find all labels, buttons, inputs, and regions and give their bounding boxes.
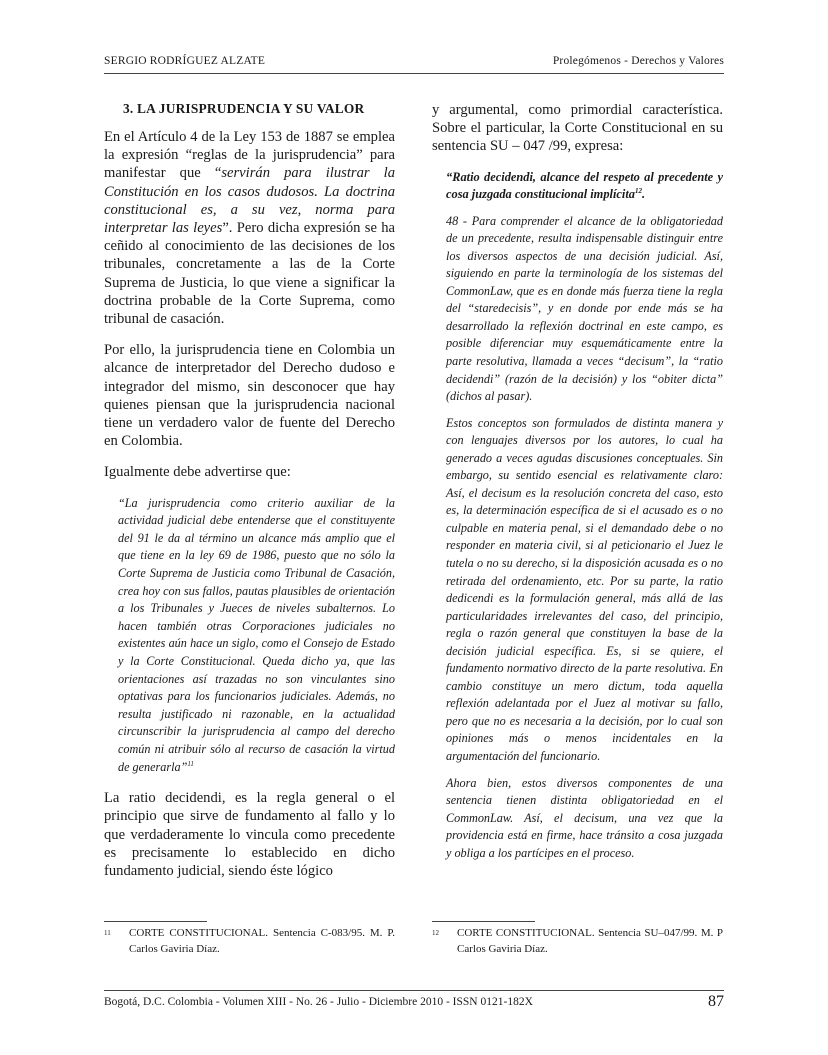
quote-heading-text: “Ratio decidendi, alcance del respeto al precedente y cosa juzgada constitucional implícita <box>446 169 723 202</box>
paragraph-alcance: Por ello, la jurisprudencia tiene en Colombia un alcance de interpretador del Derecho dudoso e integrador del mismo, sin desconocer que hay quienes piensan que la jurisprudencia nacional tiene un verdadero valor de fuente del Derecho en Colombia. <box>104 342 395 450</box>
block-quote-jurisprudencia <box>118 495 395 777</box>
paragraph-ratio-decidendi: La ratio decidendi, es la regla general o el principio que sirve de fundamento al fallo y lo que verdaderamente lo vincula como precedente es precisamente lo establecido en dicho fundamento judicial, siendo éste lógico <box>104 790 395 879</box>
right-column <box>432 101 723 871</box>
paragraph-continuation: y argumental, como primordial característica. Sobre el particular, la Corte Constitucional en su sentencia SU – 047 /99, expresa: <box>432 102 723 155</box>
header-running-title: Prolegómenos - Derechos y Valores <box>552 55 724 67</box>
quote-paragraph-commonlaw: Ahora bien, estos diversos componentes de una sentencia tienen distinta obligatoriedad en el CommonLaw. Así, el decisum, una vez que la providencia está en firme, hace tránsito a cosa juzgada y obliga a los partícipes en el proceso. <box>446 775 723 860</box>
header-divider <box>104 73 724 74</box>
footer-divider <box>104 990 724 991</box>
footer-citation: Bogotá, D.C. Colombia - Volumen XIII - No. 26 - Julio - Diciembre 2010 - ISSN 0121-182X <box>104 996 533 1008</box>
footnote-11 <box>104 926 395 957</box>
quote-heading: “Ratio decidendi, alcance del respeto al precedente y cosa juzgada constitucional implícita$^{12}$. <box>446 169 723 202</box>
block-quote-text: “La jurisprudencia como criterio auxiliar de la actividad judicial debe entenderse que el constituyente del 91 le da al término un alcance más amplio que el que tiene en la ley 69 de 1986, puesto que no sólo la Corte Suprema de Justicia como Tribunal de Casación, crea hoy con sus fallos, pautas plausibles de orientación a los Tribunales y Jueces de niveles subalternos. Lo hacen también otras Corporaciones judiciales no existentes aún hace un siglo, como el Consejo de Estado y la Corte Constitucional. Queda dicho ya, que las orientaciones así trazadas no son vinculantes sino optativas para los funcionarios judiciales. Además, no resulta justificado ni razonable, en la actualidad circunscribir la jurisprudencia al campo del derecho común ni atribuir sólo al recurso de casación la virtud de generarla” <box>118 495 395 774</box>
paragraph-ley-153-text-a: En el Artículo 4 de la Ley 153 de 1887 se emplea la expresión “reglas de la jurisprudencia” para manifestar que “ <box>104 129 395 182</box>
footnote-number: 11 <box>104 929 111 937</box>
page-number: 87 <box>708 993 724 1010</box>
footnote-ref-11[interactable]: 11 <box>187 759 194 768</box>
paragraph-ley-153-text-b: ”. Pero dicha expresión se ha ceñido al conocimiento de las decisiones de los tribunales, concretamente a las de la Corte Suprema de Justicia, lo que viene a significar la doctrina probable de la Corte Suprema, como tribunal de casación. <box>104 220 396 328</box>
quote-paragraph-48: 48 - Para comprender el alcance de la obligatoriedad de un precedente, resulta indispensable distinguir entre los diversos aspectos de una decisión judicial. Así, siguiendo en parte la terminología de los sistemas del CommonLaw, que es en donde más fuerza tiene la regla del “staredecisis”, y en donde por ende más se ha desarrollado la reflexión doctrinal en este campo, es posible diferenciar muy esquemáticamente entre la parte resolutiva, llamada a veces “decisum”, la “ratio decidendi” (razón de la decisión) y los “obiter dicta” (dichos al pasar). <box>446 213 723 404</box>
footnote-divider-right <box>432 921 535 922</box>
section-heading: 3. LA JURISPRUDENCIA Y SU VALOR <box>123 101 365 116</box>
paragraph-ley-153-quote: servirán para ilustrar la Constitución en los casos dudosos. La doctrina constitucional es, a su vez, norma para interpretar las leyes <box>104 165 395 237</box>
footnote-12 <box>432 926 723 957</box>
footnote-text: CORTE CONSTITUCIONAL. Sentencia SU–047/99. M. P Carlos Gaviria Díaz. <box>457 927 723 955</box>
running-header <box>104 55 724 73</box>
footnote-text: CORTE CONSTITUCIONAL. Sentencia C-083/95. M. P. Carlos Gaviria Díaz. <box>129 927 395 955</box>
footnote-number: 12 <box>432 929 439 937</box>
quote-paragraph-conceptos: Estos conceptos son formulados de distinta manera y con lenguajes diversos por los autores, lo cual ha generado a veces agudas discusiones conceptuales. Sin embargo, su sentido esencial es relativamente claro: Así, el decisum es la resolución concreta del caso, esto es, la determinación específica de si el acusado es o no culpable en materia penal, si el demandado debe o no responder en materia civil, si al peticionario el Juez le tutela o no su derecho, si la disposición acusada es o no retirada del ordenamiento, etc. Por su parte, la ratio dedicendi es la formulación general, más allá de las particularidades irrelevantes del caso, del principio, regla o razón general que constituyen la base de la decisión judicial específica. Es, si se quiere, el fundamento normativo directo de la parte resolutiva. En cambio constituye un mero dictum, toda aquella reflexión adelantada por el Juez al motivar su fallo, pero que no es necesaria a la decisión, por lo cual son opiniones más o menos incidentales en la argumentación del funcionario. <box>446 415 723 764</box>
left-column <box>104 101 395 893</box>
paragraph-advertirse: Igualmente debe advertirse que: <box>104 464 291 481</box>
footnote-divider-left <box>104 921 207 922</box>
paragraph-ley-153 <box>104 128 395 328</box>
footnote-ref-12[interactable]: 12 <box>634 186 642 195</box>
header-author: SERGIO RODRÍGUEZ ALZATE <box>104 55 266 67</box>
